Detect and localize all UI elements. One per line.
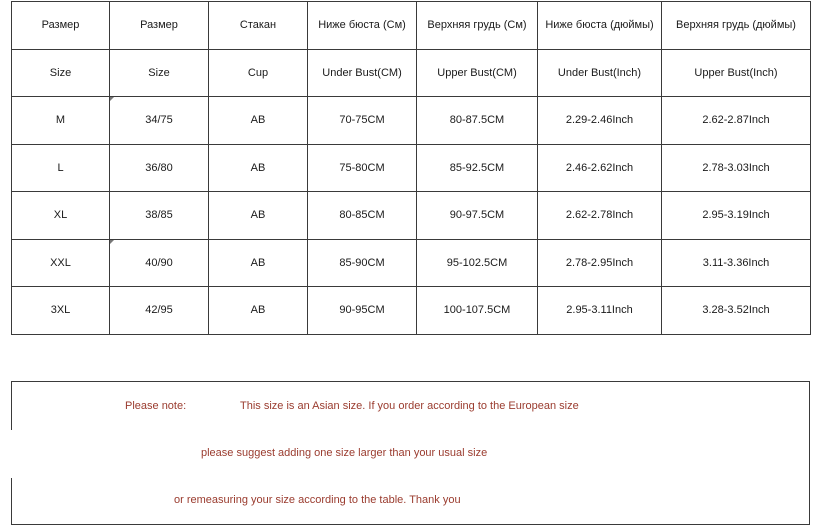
table-cell: 3.11-3.36Inch xyxy=(662,239,811,287)
table-cell: 36/80 xyxy=(110,144,209,192)
header-cell: Ниже бюста (См) xyxy=(308,2,417,50)
table-cell: 3XL xyxy=(12,287,110,335)
header-cell: Размер xyxy=(110,2,209,50)
size-note-box xyxy=(11,381,810,525)
divider xyxy=(11,382,12,430)
table-cell: 85-90CM xyxy=(308,239,417,287)
header-cell: Верхняя грудь (См) xyxy=(417,2,538,50)
table-cell: L xyxy=(12,144,110,192)
header-cell: Upper Bust(CM) xyxy=(417,49,538,97)
note-line: please suggest adding one size larger than your usual size xyxy=(201,447,488,459)
table-cell: 90-97.5CM xyxy=(417,192,538,240)
cell-text: 40/90 xyxy=(145,256,173,269)
header-cell: Верхняя грудь (дюймы) xyxy=(662,2,811,50)
table-row xyxy=(12,97,811,145)
table-cell: 70-75CM xyxy=(308,97,417,145)
cell-text: 34/75 xyxy=(145,114,173,127)
table-cell: 95-102.5CM xyxy=(417,239,538,287)
header-cell: Upper Bust(Inch) xyxy=(662,49,811,97)
note-line: or remeasuring your size according to the table. Thank you xyxy=(174,494,461,506)
table-cell: AB xyxy=(209,144,308,192)
table-cell: 2.46-2.62Inch xyxy=(538,144,662,192)
header-cell: Under Bust(CM) xyxy=(308,49,417,97)
header-row-english xyxy=(12,49,811,97)
table-cell: 80-87.5CM xyxy=(417,97,538,145)
table-cell: 2.29-2.46Inch xyxy=(538,97,662,145)
note-line: This size is an Asian size. If you order according to the European size xyxy=(240,400,579,412)
table-row xyxy=(12,287,811,335)
table-cell xyxy=(110,239,209,287)
table-cell: 2.78-3.03Inch xyxy=(662,144,811,192)
table-cell: 75-80CM xyxy=(308,144,417,192)
table-cell: M xyxy=(12,97,110,145)
header-row-russian xyxy=(12,2,811,50)
divider xyxy=(809,382,810,524)
header-cell: Ниже бюста (дюймы) xyxy=(538,2,662,50)
note-label: Please note: xyxy=(125,400,187,412)
header-cell: Size xyxy=(12,49,110,97)
table-row xyxy=(12,239,811,287)
header-cell: Size xyxy=(110,49,209,97)
table-cell: 90-95CM xyxy=(308,287,417,335)
header-cell: Стакан xyxy=(209,2,308,50)
table-cell: 38/85 xyxy=(110,192,209,240)
table-cell: XL xyxy=(12,192,110,240)
table-cell: 2.62-2.78Inch xyxy=(538,192,662,240)
table-cell: XXL xyxy=(12,239,110,287)
table-cell: AB xyxy=(209,97,308,145)
table-cell: AB xyxy=(209,192,308,240)
corner-mark xyxy=(110,97,114,101)
size-chart-table xyxy=(11,1,811,335)
header-cell: Cup xyxy=(209,49,308,97)
table-cell: 2.78-2.95Inch xyxy=(538,239,662,287)
table-cell: 42/95 xyxy=(110,287,209,335)
table-cell: AB xyxy=(209,239,308,287)
table-cell: 3.28-3.52Inch xyxy=(662,287,811,335)
table-row xyxy=(12,192,811,240)
corner-mark xyxy=(110,240,114,244)
table-cell: 100-107.5CM xyxy=(417,287,538,335)
table-cell xyxy=(110,97,209,145)
header-cell: Размер xyxy=(12,2,110,50)
table-cell: 2.95-3.11Inch xyxy=(538,287,662,335)
table-cell: 80-85CM xyxy=(308,192,417,240)
table-cell: 85-92.5CM xyxy=(417,144,538,192)
table-row xyxy=(12,144,811,192)
divider xyxy=(11,478,12,524)
table-cell: AB xyxy=(209,287,308,335)
table-cell: 2.62-2.87Inch xyxy=(662,97,811,145)
header-cell: Under Bust(Inch) xyxy=(538,49,662,97)
table-cell: 2.95-3.19Inch xyxy=(662,192,811,240)
